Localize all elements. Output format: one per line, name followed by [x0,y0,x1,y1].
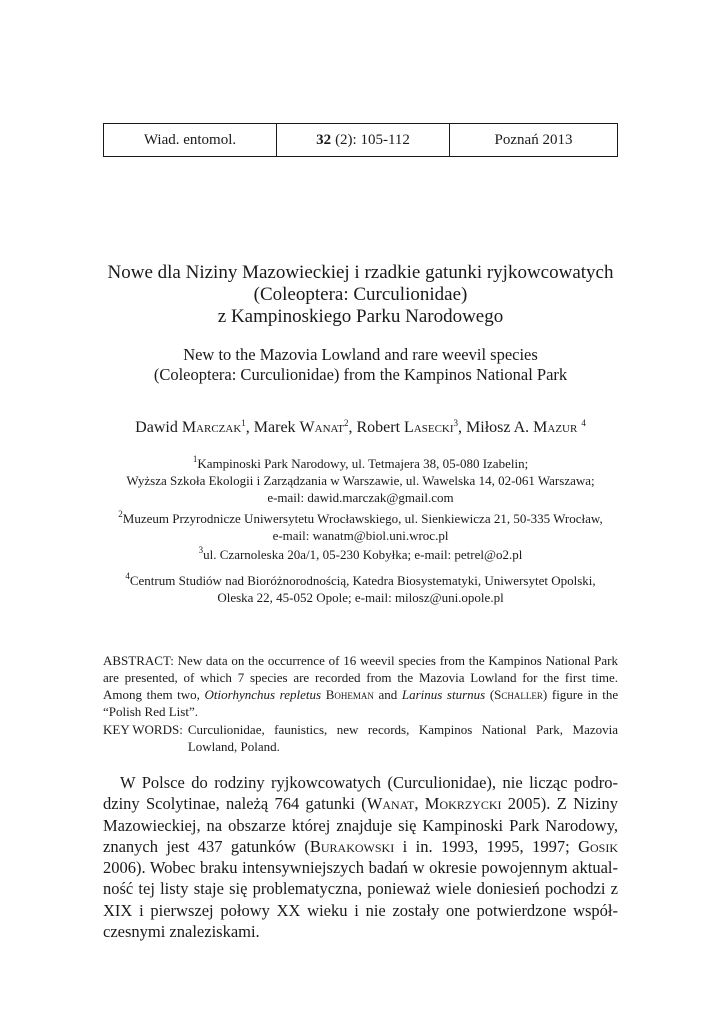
author-surname: Marczak [181,419,242,436]
affiliation-ref: 3 [198,545,204,555]
affiliation-line: Wyższa Szkoła Ekologii i Zarządzania w Warszawie, ul. Wawelska 14, 02-061 Warszawa; [126,473,595,488]
author [135,419,254,436]
affiliation-3 [90,546,631,563]
author-affiliation-ref: 2 [343,418,349,428]
body-text: i in. 1993, 1995, 1997; [394,836,579,856]
author [254,419,357,436]
body-text: 2006). Wobec braku intensywniejszych badań w okresie powojennym aktualność tej listy staje się problematyczna, ponieważ wiele doniesień pochodzi z XIX i pierwszej połowy XX wieku i nie zostały one potwierdzone współczesnymi znaleziskami. [103,858,618,942]
author-affiliation-ref: 4 [581,418,586,428]
keywords [103,721,618,755]
affiliation-4 [90,572,631,606]
body-text: W Polsce do rodziny ryjkowcowatych (Curculionidae), nie licząc podrodziny Scolytinae, należą 764 gatunki ( [103,773,618,814]
author-given-name: Miłosz A. [466,419,530,436]
title-polish-line-3: z Kampinoskiego Parku Narodowego [217,306,504,327]
title-english-line-1: New to the Mazovia Lowland and rare weevil species [183,345,538,364]
species-name: Otiorhynchus repletus [204,687,322,702]
author-list [60,418,661,438]
abstract-text: New data on the occurrence of 16 weevil species from the Kampinos National Park are presented, of which 7 species are recorded from the Mazovia Lowland for the first time. Among them two, [103,653,619,702]
affiliation-line: Oleska 22, 45-052 Opole; e-mail: milosz@uni.opole.pl [217,590,504,605]
journal-header [103,123,618,157]
keywords-text: Curculionidae, faunistics, new records, Kampinos National Park, Mazovia Lowland, Poland. [187,722,618,754]
affiliation-email: e-mail: dawid.marczak@gmail.com [267,490,454,505]
affiliation-2 [90,510,631,544]
species-author: Schaller [494,687,543,702]
author-affiliation-ref: 1 [241,418,246,428]
affiliation-line: Kampinoski Park Narodowy, ul. Tetmajera 38, 05-080 Izabelin; [197,456,529,471]
affiliation-ref: 2 [118,509,123,519]
place-year: Poznań 2013 [494,131,573,148]
author [466,419,586,436]
citation: Wanat, Mokrzycki [366,794,502,814]
author-surname: Mazur [533,419,578,436]
author-separator: , [348,419,357,436]
species-author-paren: ( [489,687,495,702]
affiliation-line: ul. Czarnoleska 20a/1, 05-230 Kobyłka; e-mail: petrel@o2.pl [203,547,523,562]
journal-name-cell [104,124,277,156]
journal-name: Wiad. entomol. [143,131,237,148]
author-surname: Wanat [299,419,344,436]
author-given-name: Marek [253,419,296,436]
author-given-name: Dawid [135,419,178,436]
body-paragraph [103,772,618,942]
volume-number: 32 [316,131,332,148]
affiliation-line: Muzeum Przyrodnicze Uniwersytetu Wrocławskiego, ul. Sienkiewicza 21, 50-335 Wrocław, [122,511,603,526]
author-surname: Lasecki [404,419,454,436]
affiliation-ref: 4 [125,571,130,581]
issue-pages: (2): 105-112 [335,131,410,148]
body-text: 2005). Z Niziny Mazowieckiej, na obszarze której znajduje się Kampinoski Park Narodowy, znanych jest 437 gatunków ( [103,794,618,856]
author [356,419,466,436]
abstract-text: figure in the “Polish Red List”. [103,687,619,719]
affiliation-line: Centrum Studiów nad Bioróżnorodnością, Katedra Biosystematyki, Uniwersytet Opolski, [129,573,596,588]
affiliation-email: e-mail: wanatm@biol.uni.wroc.pl [272,528,449,543]
abstract-text: and [378,687,398,702]
volume-cell [277,124,450,156]
title-polish-line-2: (Coleoptera: Curculionidae) [253,284,468,305]
species-author-paren: ) [542,687,548,702]
author-affiliation-ref: 3 [453,418,459,428]
title-polish [60,262,661,328]
species-name: Larinus sturnus [401,687,486,702]
keywords-label: KEY WORDS: [103,722,183,737]
place-year-cell [450,124,617,156]
abstract [103,652,618,720]
citation: Burakowski [309,836,395,856]
abstract-label: ABSTRACT: [103,653,174,668]
author-separator: , [458,419,467,436]
title-english [60,345,661,385]
author-given-name: Robert [356,419,401,436]
title-polish-line-1: Nowe dla Niziny Mazowieckiej i rzadkie gatunki ryjkowcowatych [107,262,614,283]
author-separator: , [245,419,254,436]
species-author: Boheman [325,687,374,702]
citation: Gosik [578,836,618,856]
affiliation-ref: 1 [192,454,198,464]
title-english-line-2: (Coleoptera: Curculionidae) from the Kampinos National Park [153,365,568,384]
affiliation-1 [90,455,631,506]
